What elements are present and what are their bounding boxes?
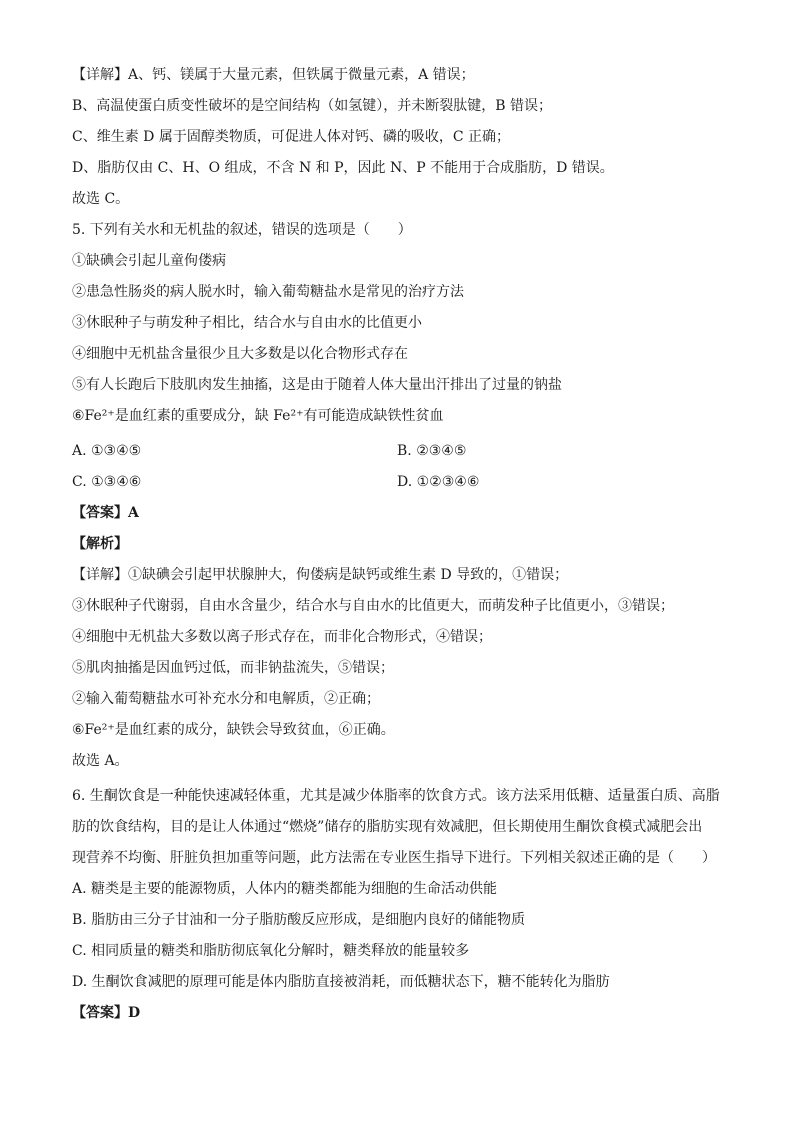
option-a: A. 糖类是主要的能源物质，人体内的糖类都能为细胞的生命活动供能 (72, 881, 498, 897)
option-c: C. ①③④⑥ (72, 474, 142, 490)
option-a: A. ①③④⑤ (72, 443, 142, 459)
statement-item: ⑤有人长跑后下肢肌肉发生抽搐，这是由于随着人体大量出汗排出了过量的钠盐 (72, 377, 562, 393)
option-d: D. ①②③④⑥ (397, 474, 480, 490)
explanation-line: ⑤肌肉抽搐是因血钙过低，而非钠盐流失，⑤错误； (72, 660, 394, 676)
question-6-stem: 现营养不均衡、肝脏负担加重等问题，此方法需在专业医生指导下进行。下列相关叙述正确的是（ ） (72, 850, 716, 866)
option-b: B. ②③④⑤ (397, 443, 467, 459)
explanation-line: 【详解】①缺碘会引起甲状腺肿大，佝偻病是缺钙或维生素 D 导致的，①错误； (72, 567, 569, 583)
explanation-line: C、维生素 D 属于固醇类物质，可促进人体对钙、磷的吸收，C 正确； (72, 129, 510, 145)
explanation-line: ⑥Fe²⁺是血红素的成分，缺铁会导致贫血，⑥正确。 (72, 722, 395, 738)
option-c: C. 相同质量的糖类和脂肪彻底氧化分解时，糖类释放的能量较多 (72, 943, 470, 959)
statement-item: ③休眠种子与萌发种子相比，结合水与自由水的比值更小 (72, 315, 422, 331)
explanation-line: ③休眠种子代谢弱，自由水含量少，结合水与自由水的比值更大，而萌发种子比值更小，③错误； (72, 598, 674, 614)
question-5-stem: 5. 下列有关水和无机盐的叙述，错误的选项是（ ） (72, 222, 412, 238)
answer-label: 【答案】D (72, 1005, 141, 1021)
option-d: D. 生酮饮食减肥的原理可能是体内脂肪直接被消耗，而低糖状态下，糖不能转化为脂肪 (72, 974, 610, 990)
statement-item: ④细胞中无机盐含量很少且大多数是以化合物形式存在 (72, 346, 408, 362)
analysis-label: 【解析】 (72, 536, 128, 552)
conclusion-line: 故选 A。 (72, 753, 129, 769)
conclusion-line: 故选 C。 (72, 191, 130, 207)
explanation-line: ②输入葡萄糖盐水可补充水分和电解质，②正确； (72, 691, 380, 707)
explanation-line: D、脂肪仅由 C、H、O 组成，不含 N 和 P，因此 N、P 不能用于合成脂肪，D 错误。 (72, 160, 614, 176)
question-6-stem: 6. 生酮饮食是一种能快速减轻体重，尤其是减少体脂率的饮食方式。该方法采用低糖、适量蛋白质、高脂 (72, 788, 720, 804)
explanation-line: B、高温使蛋白质变性破坏的是空间结构（如氢键），并未断裂肽键，B 错误； (72, 98, 553, 114)
statement-item: ②患急性肠炎的病人脱水时，输入葡萄糖盐水是常见的治疗方法 (72, 284, 464, 300)
explanation-line: 【详解】A、钙、镁属于大量元素，但铁属于微量元素，A 错误； (72, 67, 475, 83)
statement-item: ⑥Fe²⁺是血红素的重要成分，缺 Fe²⁺有可能造成缺铁性贫血 (72, 408, 444, 424)
explanation-line: ④细胞中无机盐大多数以离子形式存在，而非化合物形式，④错误； (72, 629, 492, 645)
question-6-stem: 肪的饮食结构，目的是让人体通过“燃烧”储存的脂肪实现有效减肥，但长期使用生酮饮食模式减肥会出 (72, 819, 703, 835)
answer-label: 【答案】A (72, 505, 139, 521)
statement-item: ①缺碘会引起儿童佝偻病 (72, 253, 226, 269)
option-b: B. 脂肪由三分子甘油和一分子脂肪酸反应形成，是细胞内良好的储能物质 (72, 912, 526, 928)
